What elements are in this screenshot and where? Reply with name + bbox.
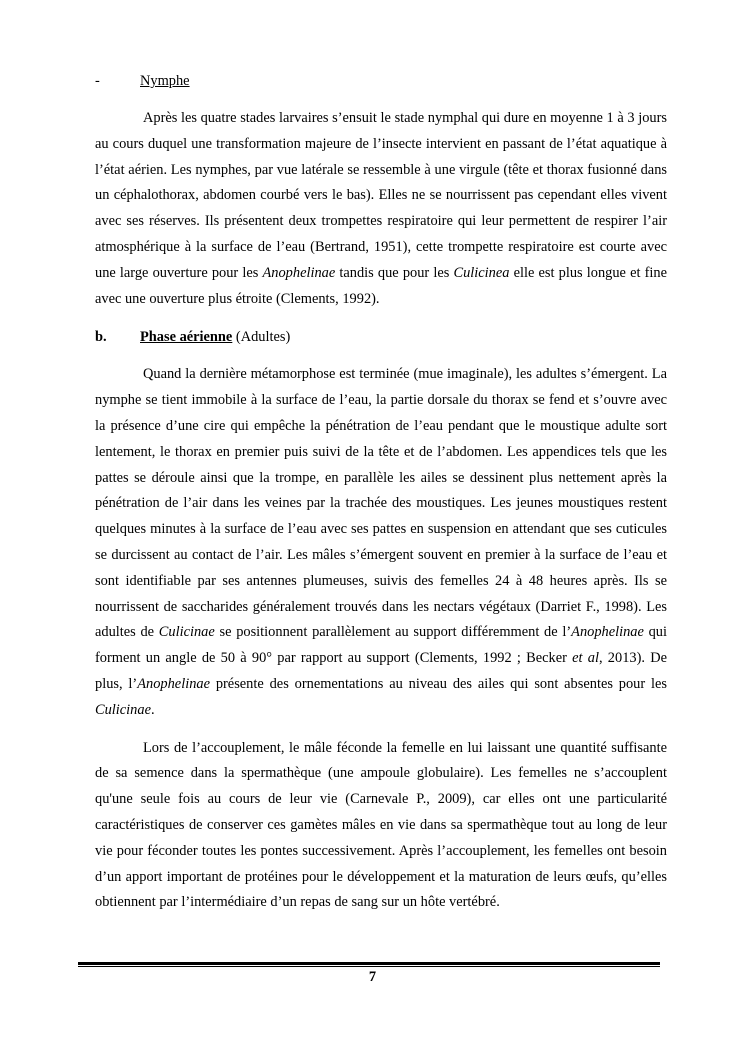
text-run: Lors de l’accouplement, le mâle féconde la femelle en lui laissant une quantité suffisante de sa semence dans la spermathèque (une ampoule globulaire). Les femelles ne s’accouplent qu'une seule fois au cours de leur vie (Carnevale P., 2009), car elles ont une particularité caractéristiques de conserver ces gamètes mâles en vie dans sa spermathèque tout au long de leur vie pour féconder toutes les pontes successivement. Après l’accouplement, les femelles ont besoin d’un apport important de protéines pour le développement et la maturation de leurs œufs, qu’elles obtiennent par l’intermédiaire d’un repas de sang sur un hôte vertébré.: [95, 739, 667, 911]
text-run: , 2013). De plus, l’: [95, 650, 667, 692]
italic-term: et al: [572, 650, 599, 667]
text-run: Après les quatre stades larvaires s’ensuit le stade nymphal qui dure en moyenne 1 à 3 jours au cours duquel une transformation majeure de l’insecte intervient en passant de l’état aquatique à l’état aérien. Les nymphes, par vue latérale se ressemble à une virgule (tête et thorax fusionné dans un céphalothorax, abdomen courbé vers le bas). Elles ne se nourrissent pas cependant elles vivent avec ses réserves. Ils présentent deux trompettes respiratoire qui leur permettent de respirer l’air atmosphérique à la surface de l’eau (Bertrand, 1951), cette trompette respiratoire est courte avec une large ouverture pour les: [95, 110, 667, 281]
italic-term: Culicinae: [95, 701, 151, 718]
italic-term: Anophelinae: [262, 264, 336, 281]
italic-term: Anophelinae: [137, 675, 210, 692]
text-run: elle est plus longue et fine avec une ouverture plus étroite (Clements, 1992).: [95, 264, 667, 307]
section-title: Nymphe: [140, 73, 190, 89]
paragraph-accouplement: [95, 736, 667, 917]
list-marker: -: [95, 73, 100, 89]
italic-term: Culicinea: [453, 264, 510, 281]
list-marker: b.: [95, 329, 107, 346]
page-content: [95, 68, 667, 916]
page-number: 7: [368, 969, 377, 985]
text-run: présente des ornementations au niveau des ailes qui sont absentes pour les: [209, 675, 667, 692]
text-run: qui forment un angle de 50 à 90° par rapport au support (Clements, 1992 ; Becker: [95, 624, 667, 667]
text-run: .: [150, 701, 155, 718]
footer-rule-thick: [78, 962, 660, 965]
section-heading-phase-aerienne: [95, 324, 667, 350]
section-title-wrapper: [140, 324, 290, 350]
text-run: tandis que pour les: [335, 264, 454, 281]
section-heading-nymphe: [95, 68, 667, 94]
text-run: se positionnent parallèlement au support différemment de l’: [214, 624, 572, 641]
text-run: Quand la dernière métamorphose est terminée (mue imaginale), les adultes s’émergent. La nymphe se tient immobile à la surface de l’eau, la partie dorsale du thorax se fend et s’ouvre avec la présence d’une cire qui empêche la pénétration de l’eau pendant que le moustique adulte sort lentement, le thorax en premier puis suivi de la tête et de l’abdomen. Les appendices tels que les pattes se déroule ainsi que la trompe, en parallèle les ailes se dessinent plus nettement après la pénétration de l’air dans les veines par la trachée des moustiques. Les jeunes moustiques restent quelques minutes à la surface de l’eau avec ses pattes en suspension en attendant que ses cuticules se durcissent au contact de l’air. Les mâles s’émergent souvent en premier à la surface de l’eau et sont identifiable par ses antennes plumeuses, suivis des femelles 24 à 48 heures après. Ils se nourrissent de saccharides généralement trouvés dans les nectars végétaux (Darriet F., 1998). Les adultes de: [95, 366, 667, 641]
paragraph-adultes: [95, 362, 667, 723]
italic-term: Culicinae: [158, 624, 215, 641]
section-title: Phase aérienne: [140, 329, 233, 346]
paragraph-nymphe: [95, 106, 667, 312]
section-subtitle: (Adultes): [232, 329, 291, 346]
italic-term: Anophelinae: [571, 624, 644, 641]
